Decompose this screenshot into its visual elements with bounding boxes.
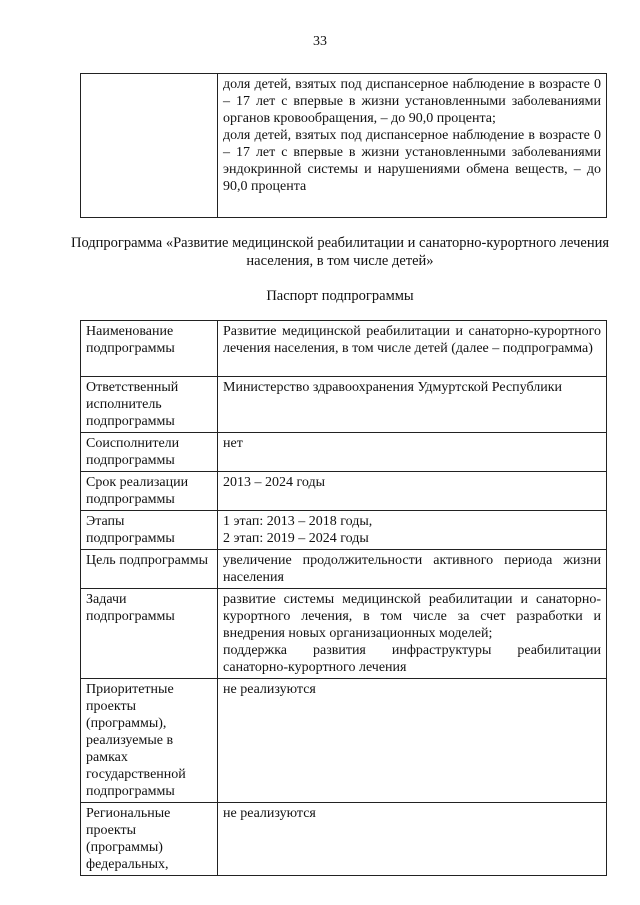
subprogram-heading: Подпрограмма «Развитие медицинской реабилитации и санаторно-курортного лечения населения, в том числе детей»: [70, 235, 610, 269]
row-value: [218, 679, 607, 803]
row-value: [218, 803, 607, 876]
value-paragraph: увеличение продолжительности активного периода жизни населения: [223, 553, 601, 585]
continuation-paragraph: доля детей, взятых под диспансерное наблюдение в возрасте 0 – 17 лет с впервые в жизни установленными заболеваниями эндокринной системы и нарушениями обмена веществ, – до 90,0 процента: [223, 128, 601, 194]
row-label: Этапы подпрограммы: [81, 511, 218, 550]
passport-heading: Паспорт подпрограммы: [266, 288, 414, 304]
value-paragraph: нет: [223, 436, 243, 451]
value-paragraph: не реализуются: [223, 806, 316, 821]
row-label: Соисполнители подпрограммы: [81, 433, 218, 472]
continuation-paragraph: доля детей, взятых под диспансерное наблюдение в возрасте 0 – 17 лет с впервые в жизни установленными заболеваниями органов кровообращения, – до 90,0 процента;: [223, 77, 601, 126]
table-row: [81, 433, 607, 472]
value-paragraph: поддержка развития инфраструктуры реабилитации санаторно-курортного лечения: [223, 643, 601, 675]
table-row: [81, 377, 607, 433]
value-paragraph: 2013 – 2024 годы: [223, 475, 326, 490]
table-row: [81, 472, 607, 511]
continuation-right-cell: [218, 74, 607, 218]
row-value: [218, 377, 607, 433]
table-row: [81, 74, 607, 218]
table-row: [81, 589, 607, 679]
value-paragraph: развитие системы медицинской реабилитации и санаторно-курортного лечения, в том числе за счет разработки и внедрения новых организационных моделей;: [223, 592, 601, 641]
value-paragraph: 1 этап: 2013 – 2018 годы,: [223, 514, 373, 529]
value-paragraph: не реализуются: [223, 682, 316, 697]
row-value: [218, 321, 607, 377]
value-paragraph: 2 этап: 2019 – 2024 годы: [223, 531, 369, 546]
table-row: [81, 803, 607, 876]
page-number: 33: [313, 34, 327, 49]
row-label: Приоритетные проекты (программы), реализуемые в рамках государственной подпрограммы: [81, 679, 218, 803]
row-label: Региональные проекты (программы) федеральных,: [81, 803, 218, 876]
table-row: [81, 679, 607, 803]
row-value: [218, 589, 607, 679]
row-value: [218, 511, 607, 550]
continuation-table: [80, 73, 607, 218]
table-row: [81, 550, 607, 589]
continuation-left-cell: [81, 74, 218, 218]
table-row: [81, 511, 607, 550]
row-label: Наименование подпрограммы: [81, 321, 218, 377]
row-label: Ответственный исполнитель подпрограммы: [81, 377, 218, 433]
row-label: Цель подпрограммы: [81, 550, 218, 589]
table-row: [81, 321, 607, 377]
value-paragraph: Министерство здравоохранения Удмуртской Республики: [223, 380, 563, 395]
row-value: [218, 433, 607, 472]
passport-table: [80, 320, 607, 876]
row-label: Задачи подпрограммы: [81, 589, 218, 679]
row-value: [218, 472, 607, 511]
row-value: [218, 550, 607, 589]
value-paragraph: Развитие медицинской реабилитации и санаторно-курортного лечения населения, в том числе детей (далее – подпрограмма): [223, 324, 601, 356]
row-label: Срок реализации подпрограммы: [81, 472, 218, 511]
